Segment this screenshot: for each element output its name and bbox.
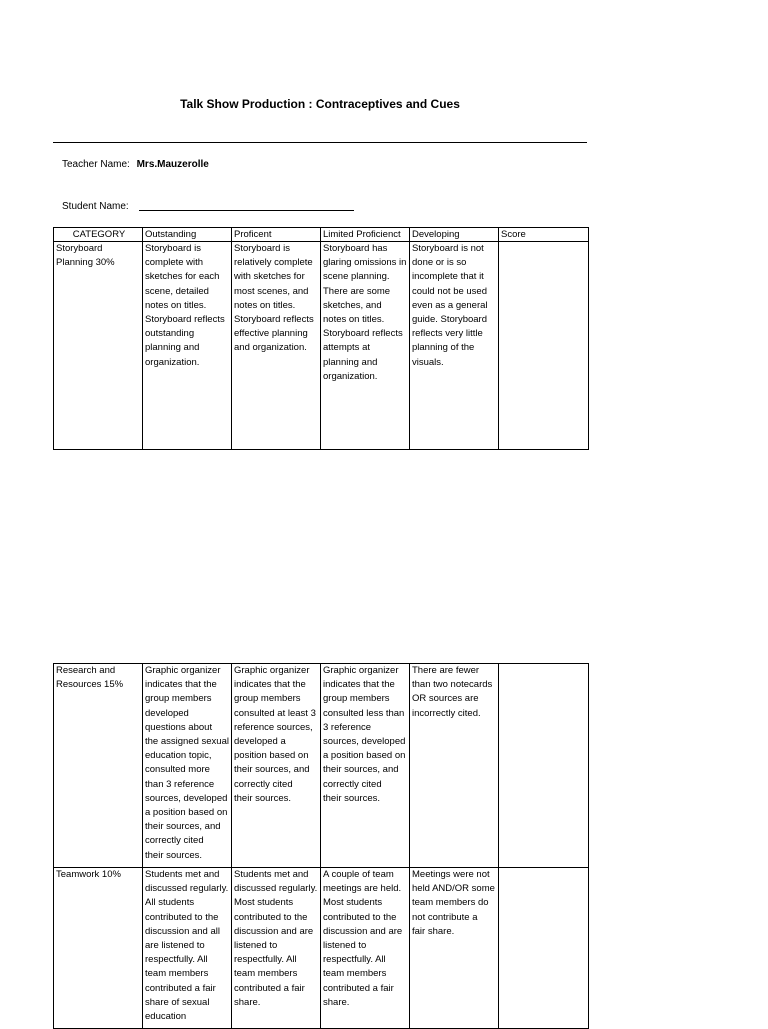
document-title: Talk Show Production : Contraceptives and Cues [180,97,460,111]
student-name-label: Student Name: [62,201,129,212]
student-name-line [139,210,354,211]
proficient-cell: Storyboard is relatively complete with sketches for most scenes, and notes on titles. Storyboard reflects effective planning and organization. [232,242,321,450]
header-developing: Developing [410,228,499,242]
score-cell[interactable] [499,868,589,1029]
table-row [54,664,589,868]
rubric-table-bottom [53,663,589,1029]
teacher-name-label: Teacher Name: [62,159,130,170]
limited-cell: Graphic organizer indicates that the group members consulted less than 3 reference sources, developed a position based on their sources, and correctly cited their sources. [321,664,410,868]
proficient-cell: Students met and discussed regularly. Most students contributed to the discussion and are listened to respectfully. All team members contributed a fair share. [232,868,321,1029]
teacher-name-value: Mrs.Mauzerolle [136,159,209,170]
score-cell[interactable] [499,242,589,450]
limited-cell: A couple of team meetings are held. Most students contributed to the discussion and are listened to respectfully. All team members contributed a fair share. [321,868,410,1029]
outstanding-cell: Students met and discussed regularly. All students contributed to the discussion and all are listened to respectfully. All team members contributed a fair share of sexual education [143,868,232,1029]
proficient-cell: Graphic organizer indicates that the group members consulted at least 3 reference sources, developed a position based on their sources, and correctly cited their sources. [232,664,321,868]
header-outstanding: Outstanding [143,228,232,242]
title-divider [53,142,587,143]
table-header-row [54,228,589,242]
table-row [54,868,589,1029]
header-proficient: Proficent [232,228,321,242]
rubric-table-top [53,227,589,450]
category-cell: Storyboard Planning 30% [54,242,143,450]
header-category: CATEGORY [54,228,143,242]
outstanding-cell: Storyboard is complete with sketches for each scene, detailed notes on titles. Storyboard reflects outstanding planning and organization. [143,242,232,450]
developing-cell: There are fewer than two notecards OR sources are incorrectly cited. [410,664,499,868]
developing-cell: Meetings were not held AND/OR some team members do not contribute a fair share. [410,868,499,1029]
outstanding-cell: Graphic organizer indicates that the group members developed questions about the assigned sexual education topic, consulted more than 3 reference sources, developed a position based on their sources, and correctly cited their sources. [143,664,232,868]
category-cell: Research and Resources 15% [54,664,143,868]
developing-cell: Storyboard is not done or is so incomplete that it could not be used even as a general guide. Storyboard reflects very little planning of the visuals. [410,242,499,450]
table-row [54,242,589,450]
limited-cell: Storyboard has glaring omissions in scene planning. There are some sketches, and notes on titles. Storyboard reflects attempts at planning and organization. [321,242,410,450]
score-cell[interactable] [499,664,589,868]
header-score: Score [499,228,589,242]
teacher-name-row [62,159,209,170]
category-cell: Teamwork 10% [54,868,143,1029]
header-limited: Limited Proficienct [321,228,410,242]
